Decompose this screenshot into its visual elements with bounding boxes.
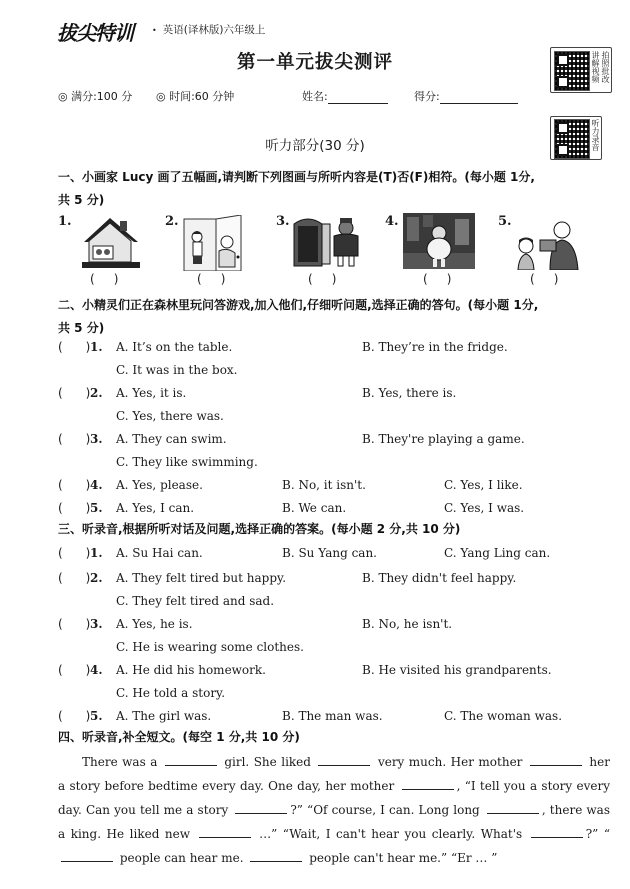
answer-paren-1[interactable]: ( )	[90, 272, 119, 286]
blank-2[interactable]	[318, 753, 370, 766]
picture-3	[276, 212, 366, 292]
option-a: A. They can swim.	[116, 432, 227, 446]
qr-label-col2: 讲解视频	[591, 51, 600, 83]
passage-paragraph	[58, 750, 610, 870]
question-number: 2.	[90, 571, 103, 585]
time-limit: ◎ 时间:60 分钟	[156, 90, 235, 103]
picture-5	[498, 212, 598, 292]
answer-paren[interactable]: ( )	[58, 501, 91, 515]
option-b: B. We can.	[282, 501, 347, 515]
question-number: 4.	[90, 478, 103, 492]
option-c: C. Yang Ling can.	[444, 546, 551, 560]
qr-code-icon	[554, 119, 590, 159]
picture-4	[385, 212, 495, 292]
passage-text: …” “Wait, I can't hear you clearly. What's	[259, 827, 523, 841]
option-c: C. Yes, I was.	[444, 501, 525, 515]
passage-text: , there was a king. He liked new	[58, 803, 610, 841]
name-field[interactable]	[302, 88, 388, 104]
picture-number: 3.	[276, 214, 290, 229]
option-a: A. Yes, it is.	[116, 386, 187, 400]
brand-logo: 拔尖特训	[57, 21, 133, 45]
picture-number: 2.	[165, 214, 179, 229]
option-b: B. No, it isn't.	[282, 478, 366, 492]
passage-text: girl. She liked	[224, 755, 311, 769]
answer-paren-2[interactable]: ( )	[197, 272, 226, 286]
picture-number: 4.	[385, 214, 399, 229]
qr-code-grading[interactable]	[550, 47, 612, 93]
option-a: A. It’s on the table.	[116, 340, 233, 354]
door-boy-woman-icon	[183, 215, 245, 271]
blank-5[interactable]	[235, 801, 287, 814]
picture-1	[58, 212, 148, 292]
option-b: B. No, he isn't.	[362, 617, 453, 631]
option-a: A. Su Hai can.	[116, 546, 203, 560]
option-c: C. It was in the box.	[116, 363, 238, 377]
option-c: C. They like swimming.	[116, 455, 258, 469]
option-c: C. He told a story.	[116, 686, 226, 700]
option-c: C. Yes, there was.	[116, 409, 224, 423]
question-number: 4.	[90, 663, 103, 677]
answer-paren[interactable]: ( )	[58, 663, 91, 677]
answer-paren[interactable]: ( )	[58, 571, 91, 585]
passage-text: ?” “	[585, 827, 610, 841]
name-label: 姓名:	[302, 90, 328, 103]
picture-2	[165, 212, 255, 292]
crowd-emperor-icon	[403, 213, 475, 269]
book-subtitle	[152, 22, 265, 37]
name-blank[interactable]	[328, 91, 388, 104]
blank-4[interactable]	[402, 777, 454, 790]
answer-paren[interactable]: ( )	[58, 617, 91, 631]
option-a: A. They felt tired but happy.	[116, 571, 287, 585]
question-number: 3.	[90, 432, 103, 446]
bullet-icon: •	[152, 26, 157, 35]
option-b: B. He visited his grandparents.	[362, 663, 552, 677]
passage-text: her a story before bedtime every day. One day, her mother	[58, 755, 610, 793]
section3-instruction: 三、听录音,根据所听对话及问题,选择正确的答案。(每小题 2 分,共 10 分)	[58, 522, 461, 536]
blank-10[interactable]	[250, 849, 302, 862]
option-b: B. They’re in the fridge.	[362, 340, 508, 354]
blank-8[interactable]	[531, 825, 583, 838]
section2-instruction	[58, 294, 618, 340]
option-b: B. They didn't feel happy.	[362, 571, 517, 585]
option-b: B. They're playing a game.	[362, 432, 525, 446]
question-number: 1.	[90, 546, 103, 560]
blank-6[interactable]	[487, 801, 539, 814]
section2-instruction-line2: 共 5 分)	[58, 321, 105, 335]
option-a: A. Yes, he is.	[116, 617, 193, 631]
option-a: A. Yes, please.	[116, 478, 203, 492]
page-title: 第一单元拔尖测评	[236, 52, 393, 73]
section1-instruction	[58, 166, 618, 212]
full-score: ◎ 满分:100 分	[58, 90, 133, 103]
option-c: C. He is wearing some clothes.	[116, 640, 304, 654]
question-number: 3.	[90, 617, 103, 631]
option-b: B. The man was.	[282, 709, 383, 723]
passage-text: people can't hear me.” “Er … ”	[309, 851, 498, 865]
subtitle-text: 英语(译林版)六年级上	[162, 24, 266, 36]
passage-text: , “I tell you a story every day. Can you tell me a story	[58, 779, 610, 817]
answer-paren[interactable]: ( )	[58, 709, 91, 723]
passage-text: There was a	[82, 755, 158, 769]
passage-text: people can hear me.	[119, 851, 244, 865]
picture-number: 5.	[498, 214, 512, 229]
answer-paren[interactable]: ( )	[58, 546, 91, 560]
question-number: 5.	[90, 709, 103, 723]
option-b: B. Su Yang can.	[282, 546, 377, 560]
section1-instruction-line2: 共 5 分)	[58, 193, 105, 207]
option-c: C. They felt tired and sad.	[116, 594, 275, 608]
listening-section-title: 听力部分(30 分)	[265, 138, 365, 154]
picture-number: 1.	[58, 214, 72, 229]
option-a: A. Yes, I can.	[116, 501, 195, 515]
blank-1[interactable]	[165, 753, 217, 766]
question-number: 1.	[90, 340, 103, 354]
answer-paren[interactable]: ( )	[58, 478, 91, 492]
section2-instruction-line1: 二、小精灵们正在森林里玩问答游戏,加入他们,仔细听问题,选择正确的答句。(每小题 1分,	[58, 298, 539, 312]
answer-paren[interactable]: ( )	[58, 340, 91, 354]
option-b: B. Yes, there is.	[362, 386, 457, 400]
answer-paren[interactable]: ( )	[58, 386, 91, 400]
house-icon	[80, 216, 142, 270]
section1-instruction-line1: 一、小画家 Lucy 画了五幅画,请判断下列图画与所听内容是(T)否(F)相符。(每小题 1分,	[58, 170, 535, 184]
boy-grandpa-book-icon	[516, 220, 582, 270]
blank-9[interactable]	[61, 849, 113, 862]
wardrobe-king-icon	[292, 214, 362, 270]
qr-label-listening: 听力录音	[591, 119, 600, 151]
question-number: 2.	[90, 386, 103, 400]
option-a: A. He did his homework.	[116, 663, 266, 677]
answer-paren-4[interactable]: ( )	[423, 272, 452, 286]
qr-label-col1: 拍照批改	[601, 51, 610, 83]
answer-paren[interactable]: ( )	[58, 432, 91, 446]
score-label: 得分:	[414, 90, 440, 103]
option-c: C. The woman was.	[444, 709, 563, 723]
cloze-passage	[58, 750, 610, 870]
option-c: C. Yes, I like.	[444, 478, 523, 492]
qr-code-listening[interactable]	[550, 116, 602, 160]
passage-text: very much. Her mother	[377, 755, 523, 769]
blank-7[interactable]	[199, 825, 251, 838]
question-number: 5.	[90, 501, 103, 515]
score-field[interactable]	[414, 88, 518, 104]
answer-paren-5[interactable]: ( )	[530, 272, 559, 286]
score-blank[interactable]	[440, 91, 518, 104]
blank-3[interactable]	[530, 753, 582, 766]
section4-instruction: 四、听录音,补全短文。(每空 1 分,共 10 分)	[58, 730, 300, 744]
passage-text: ?” “Of course, I can. Long long	[290, 803, 480, 817]
answer-paren-3[interactable]: ( )	[308, 272, 337, 286]
option-a: A. The girl was.	[116, 709, 212, 723]
qr-code-icon	[554, 51, 590, 91]
